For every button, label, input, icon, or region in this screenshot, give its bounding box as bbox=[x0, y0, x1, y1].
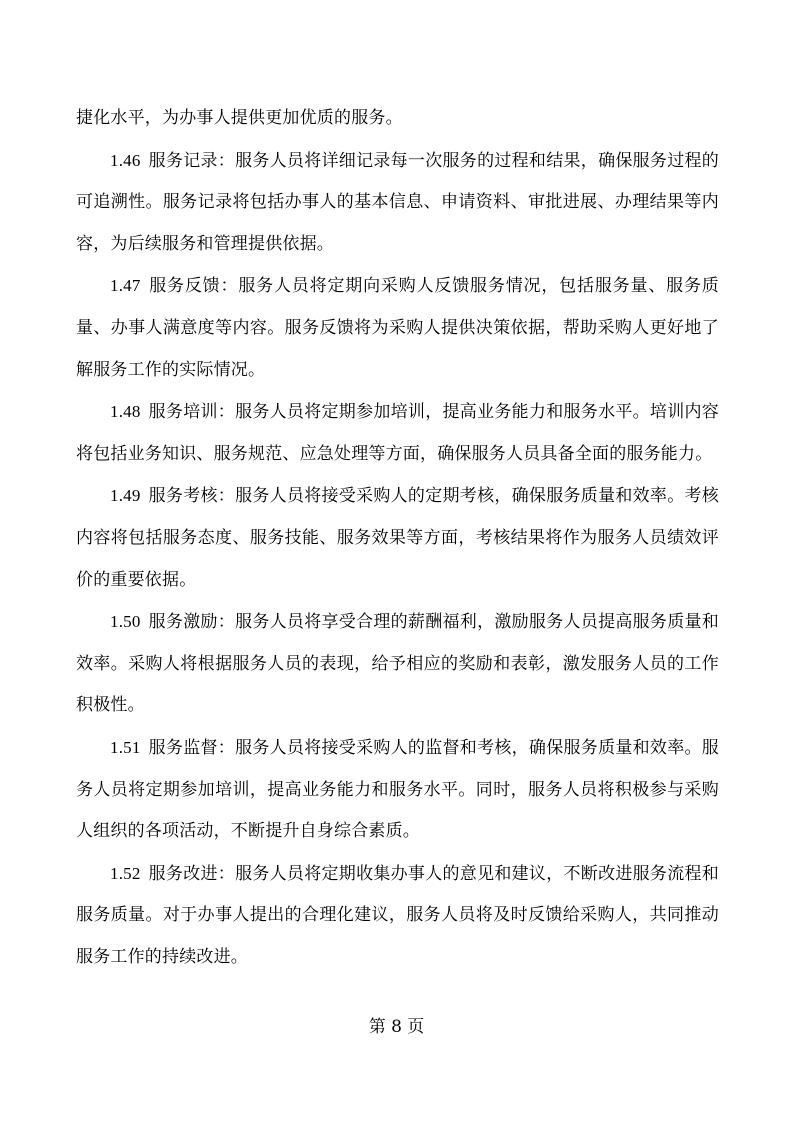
section-number: 1.52 bbox=[110, 863, 141, 883]
section-text: 服务培训：服务人员将定期参加培训，提高业务能力和服务水平。培训内容将包括业务知识、服务规范、应急处理等方面，确保服务人员具备全面的服务能力。 bbox=[76, 402, 719, 464]
document-body bbox=[76, 98, 719, 978]
section-1-50 bbox=[76, 601, 719, 727]
section-text: 服务改进：服务人员将定期收集办事人的意见和建议，不断改进服务流程和服务质量。对于办事人提出的合理化建议，服务人员将及时反馈给采购人，共同推动服务工作的持续改进。 bbox=[76, 863, 719, 967]
section-1-49 bbox=[76, 475, 719, 601]
section-text: 服务监督：服务人员将接受采购人的监督和考核，确保服务质量和效率。服务人员将定期参加培训，提高业务能力和服务水平。同时，服务人员将积极参与采购人组织的各项活动，不断提升自身综合素质。 bbox=[76, 737, 719, 842]
section-text: 服务考核：服务人员将接受采购人的定期考核，确保服务质量和效率。考核内容将包括服务态度、服务技能、服务效果等方面，考核结果将作为服务人员绩效评价的重要依据。 bbox=[76, 486, 719, 590]
section-number: 1.47 bbox=[110, 276, 141, 296]
section-number: 1.50 bbox=[110, 612, 141, 632]
page-number-footer: 第 8 页 bbox=[368, 1017, 425, 1037]
section-number: 1.51 bbox=[110, 737, 141, 757]
section-text: 服务激励：服务人员将享受合理的薪酬福利，激励服务人员提高服务质量和效率。采购人将根据服务人员的表现，给予相应的奖励和表彰，激发服务人员的工作积极性。 bbox=[76, 612, 719, 716]
section-1-46 bbox=[76, 140, 719, 266]
section-1-48 bbox=[76, 391, 719, 475]
section-number: 1.48 bbox=[110, 402, 141, 422]
section-text: 服务反馈：服务人员将定期向采购人反馈服务情况，包括服务量、服务质量、办事人满意度等内容。服务反馈将为采购人提供决策依据，帮助采购人更好地了解服务工作的实际情况。 bbox=[76, 276, 719, 380]
section-1-47 bbox=[76, 265, 719, 391]
section-text: 服务记录：服务人员将详细记录每一次服务的过程和结果，确保服务过程的可追溯性。服务记录将包括办事人的基本信息、申请资料、审批进展、办理结果等内容，为后续服务和管理提供依据。 bbox=[76, 150, 719, 254]
section-number: 1.46 bbox=[110, 150, 141, 170]
lead-paragraph: 捷化水平，为办事人提供更加优质的服务。 bbox=[76, 108, 403, 128]
section-1-51 bbox=[76, 727, 719, 853]
section-1-52 bbox=[76, 853, 719, 979]
section-number: 1.49 bbox=[110, 486, 141, 506]
